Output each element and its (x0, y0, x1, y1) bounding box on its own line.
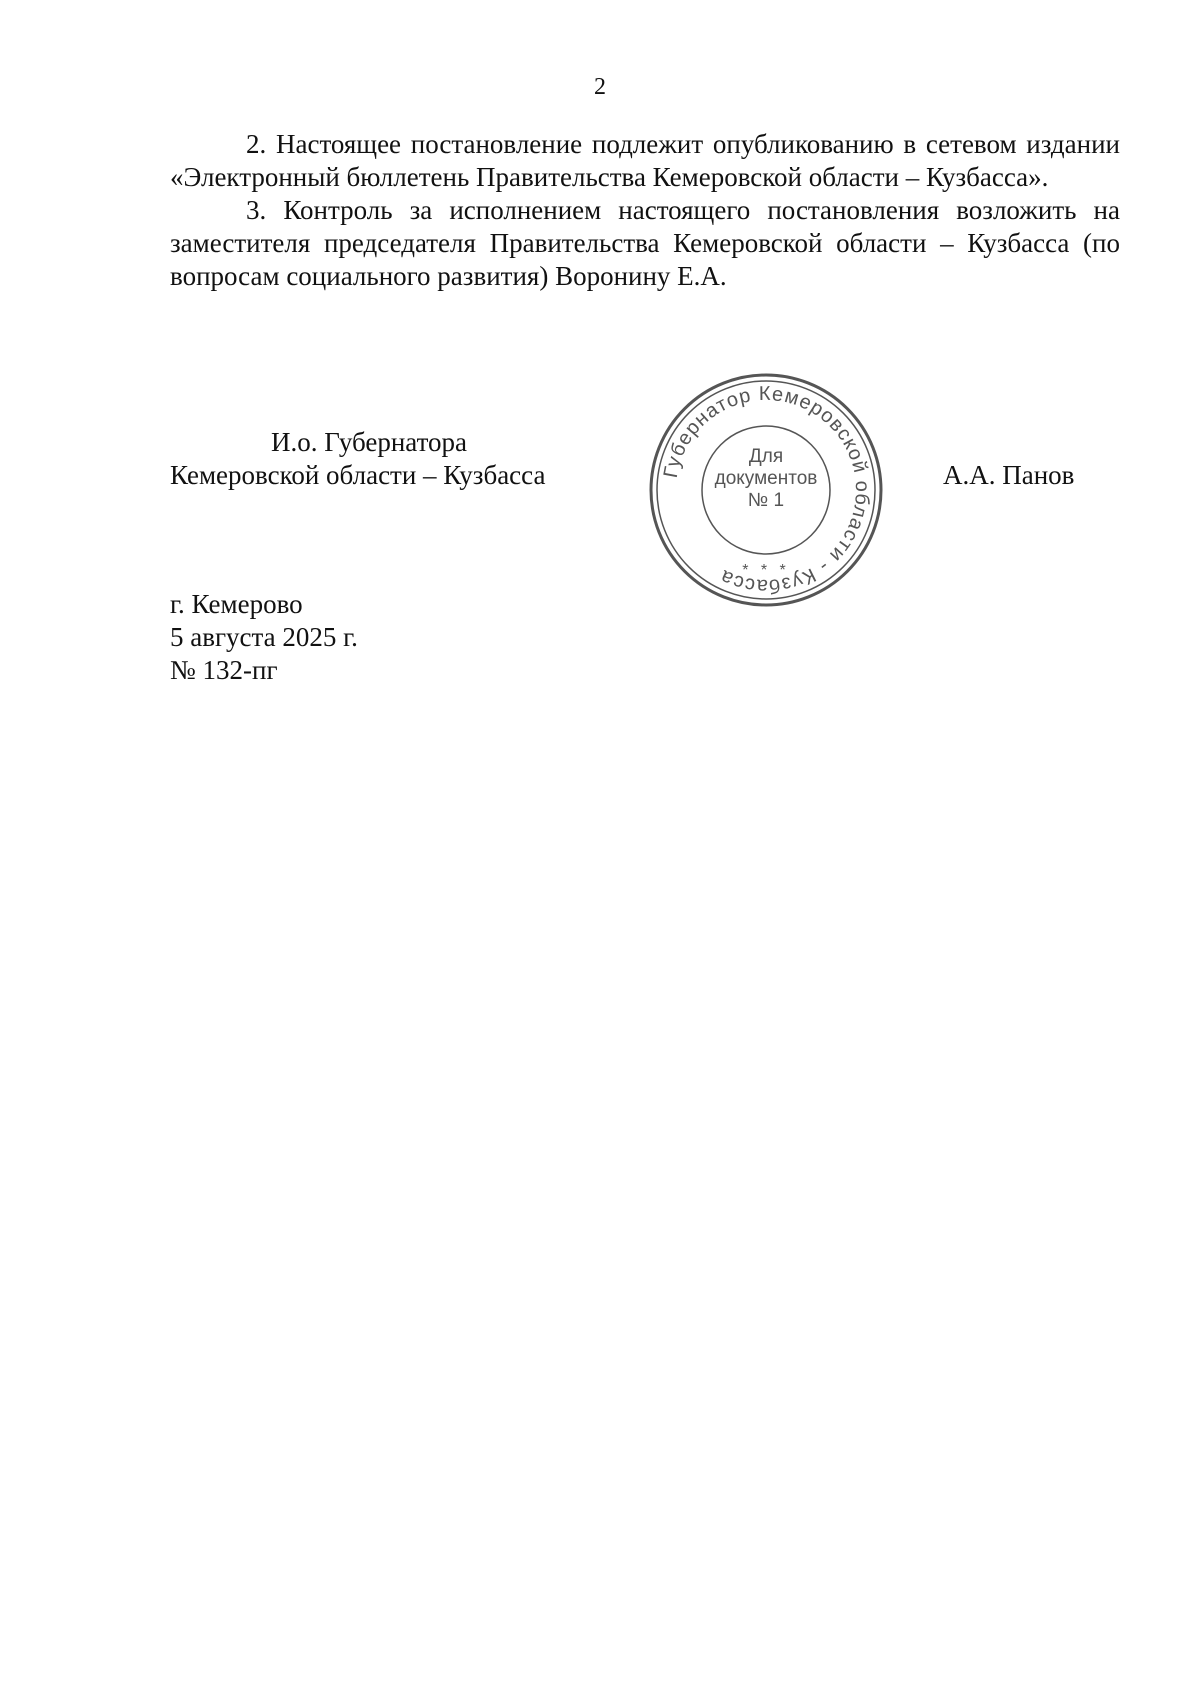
paragraph-control: 3. Контроль за исполнением настоящего постановления возложить на заместителя председателя Правительства Кемеровской области – Кузбасса (по вопросам социального развития) Воронину Е.А. (170, 195, 1120, 291)
signatory-title-line2: Кемеровской области – Кузбасса (170, 460, 546, 490)
seal-center-line1: Для (748, 446, 784, 467)
document-date: 5 августа 2025 г. (170, 622, 358, 652)
seal-center-line3: № 1 (747, 490, 785, 511)
seal-center-text (648, 446, 884, 512)
signatory-title-line1: И.о. Губернатора (271, 427, 468, 457)
seal-center-line2: документов (714, 468, 818, 489)
paragraph-publication: 2. Настоящее постановление подлежит опубликованию в сетевом издании «Электронный бюллетень Правительства Кемеровской области – Кузбасса». (170, 129, 1120, 192)
seal-stars: * * * (742, 562, 790, 579)
document-body (170, 128, 1120, 293)
signatory-name: А.А. Панов (943, 460, 1075, 490)
page-number: 2 (594, 74, 606, 100)
document-place: г. Кемерово (170, 589, 303, 619)
document-number: № 132-пг (170, 655, 278, 685)
seal-ring-tspan: Губернатор Кемеровской области - Кузбасса (659, 382, 874, 598)
document-requisites (170, 588, 358, 687)
signatory-title (170, 426, 545, 492)
